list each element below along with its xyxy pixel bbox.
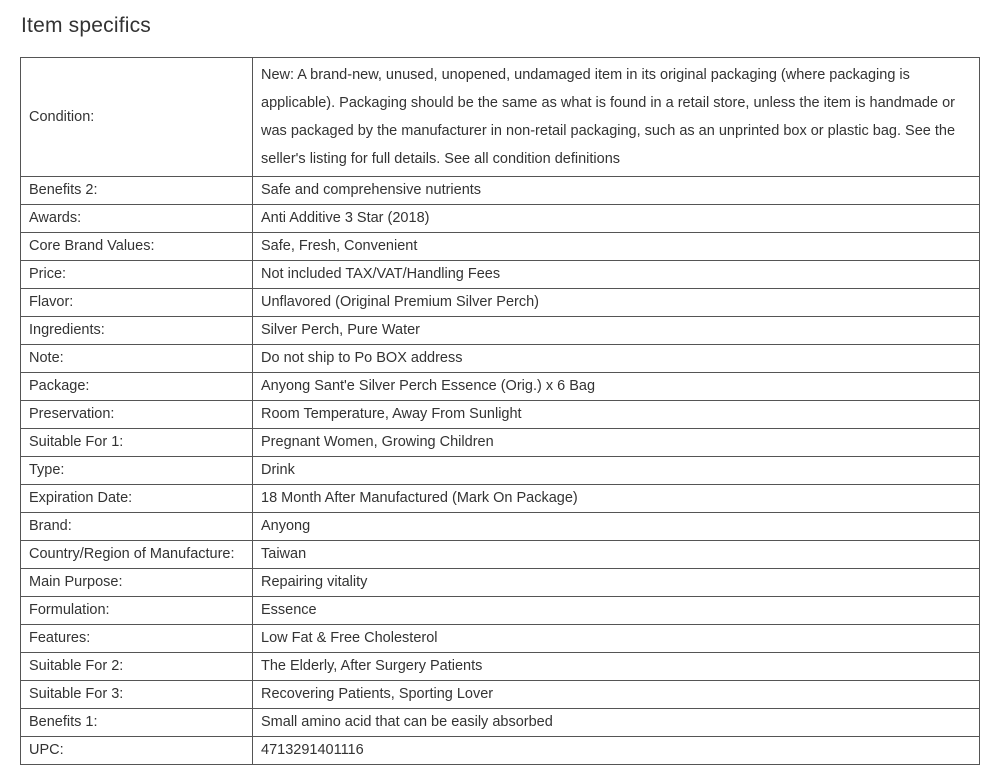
table-row — [21, 289, 980, 317]
table-row — [21, 681, 980, 709]
spec-value: Anyong — [253, 513, 980, 541]
spec-label: Main Purpose: — [21, 569, 253, 597]
table-row — [21, 653, 980, 681]
spec-label: Condition: — [21, 58, 253, 177]
spec-label: Country/Region of Manufacture: — [21, 541, 253, 569]
spec-value: The Elderly, After Surgery Patients — [253, 653, 980, 681]
specifics-rows — [21, 58, 980, 765]
spec-value: Safe and comprehensive nutrients — [253, 177, 980, 205]
spec-label: Suitable For 1: — [21, 429, 253, 457]
spec-label: Suitable For 2: — [21, 653, 253, 681]
spec-value: Do not ship to Po BOX address — [253, 345, 980, 373]
table-row — [21, 373, 980, 401]
spec-value: Small amino acid that can be easily absorbed — [253, 709, 980, 737]
spec-value: 4713291401116 — [253, 737, 980, 765]
table-row — [21, 709, 980, 737]
spec-value: Room Temperature, Away From Sunlight — [253, 401, 980, 429]
spec-value: Repairing vitality — [253, 569, 980, 597]
spec-label: Brand: — [21, 513, 253, 541]
spec-label: Awards: — [21, 205, 253, 233]
spec-label: Ingredients: — [21, 317, 253, 345]
spec-value: Low Fat & Free Cholesterol — [253, 625, 980, 653]
table-row — [21, 58, 980, 177]
spec-label: UPC: — [21, 737, 253, 765]
spec-value: Unflavored (Original Premium Silver Perch) — [253, 289, 980, 317]
spec-label: Core Brand Values: — [21, 233, 253, 261]
table-row — [21, 261, 980, 289]
table-row — [21, 569, 980, 597]
table-row — [21, 597, 980, 625]
table-row — [21, 625, 980, 653]
table-row — [21, 317, 980, 345]
spec-value: Taiwan — [253, 541, 980, 569]
spec-label: Benefits 2: — [21, 177, 253, 205]
spec-label: Type: — [21, 457, 253, 485]
spec-label: Preservation: — [21, 401, 253, 429]
table-row — [21, 345, 980, 373]
table-row — [21, 737, 980, 765]
spec-value: Not included TAX/VAT/Handling Fees — [253, 261, 980, 289]
table-row — [21, 177, 980, 205]
table-row — [21, 457, 980, 485]
table-row — [21, 513, 980, 541]
spec-value: Safe, Fresh, Convenient — [253, 233, 980, 261]
spec-value: Essence — [253, 597, 980, 625]
spec-value: Anyong Sant'e Silver Perch Essence (Orig.) x 6 Bag — [253, 373, 980, 401]
page-title: Item specifics — [21, 14, 151, 37]
spec-value: Anti Additive 3 Star (2018) — [253, 205, 980, 233]
spec-value: New: A brand-new, unused, unopened, undamaged item in its original packaging (where packaging is applicable). Packaging should be the same as what is found in a retail store, unless the item is handmade or was packaged by the manufacturer in non-retail packaging, such as an unprinted box or plastic bag. See the seller's listing for full details. See all condition definitions — [253, 58, 980, 177]
table-row — [21, 429, 980, 457]
spec-label: Formulation: — [21, 597, 253, 625]
spec-label: Price: — [21, 261, 253, 289]
spec-label: Flavor: — [21, 289, 253, 317]
spec-value: Silver Perch, Pure Water — [253, 317, 980, 345]
item-specifics-table — [20, 57, 980, 765]
table-row — [21, 233, 980, 261]
spec-value: Pregnant Women, Growing Children — [253, 429, 980, 457]
spec-value: Drink — [253, 457, 980, 485]
spec-label: Suitable For 3: — [21, 681, 253, 709]
table-row — [21, 401, 980, 429]
spec-value: Recovering Patients, Sporting Lover — [253, 681, 980, 709]
table-row — [21, 485, 980, 513]
spec-label: Features: — [21, 625, 253, 653]
table-row — [21, 541, 980, 569]
spec-label: Package: — [21, 373, 253, 401]
spec-label: Expiration Date: — [21, 485, 253, 513]
spec-value: 18 Month After Manufactured (Mark On Package) — [253, 485, 980, 513]
spec-label: Note: — [21, 345, 253, 373]
spec-label: Benefits 1: — [21, 709, 253, 737]
table-row — [21, 205, 980, 233]
